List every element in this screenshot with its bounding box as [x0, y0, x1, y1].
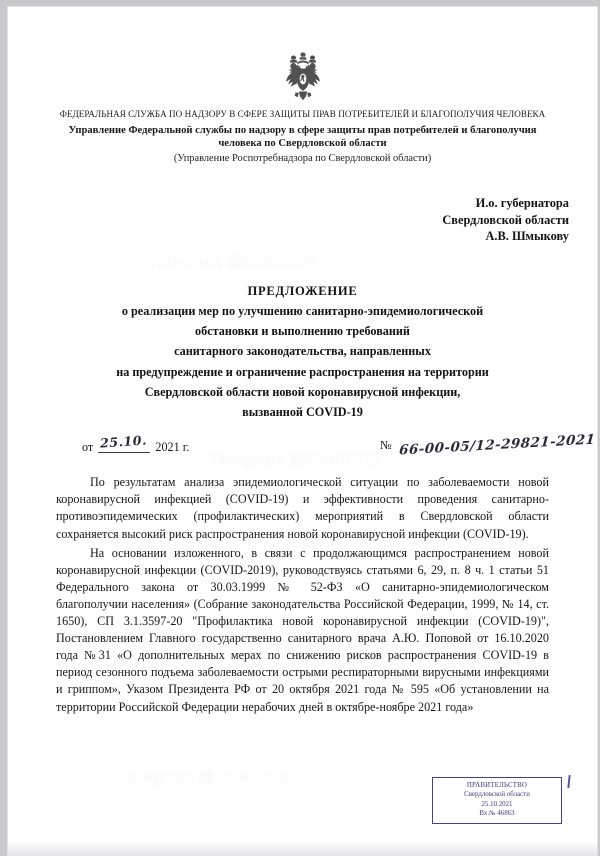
number-prefix: № [380, 438, 392, 453]
handwritten-date: 25.10. [99, 432, 148, 451]
document-body [56, 474, 549, 715]
document-date [82, 432, 190, 455]
page-title: ПРЕДЛОЖЕНИЕ [247, 284, 358, 299]
stamp-incoming-number: Вх.№ 46863 [479, 810, 515, 818]
pen-tick-mark [567, 775, 570, 788]
russian-coat-of-arms-icon [281, 51, 325, 105]
addressee-name: А.В. Шмыкову [485, 229, 569, 244]
document-number [380, 431, 596, 459]
watermark-top: Telegram @SvetEKB [146, 252, 317, 271]
document-content [8, 7, 597, 856]
subtitle-line-5: Свердловской области новой коронавирусной инфекции, [144, 384, 461, 399]
body-paragraph-1: По результатам анализа эпидемиологической ситуации по заболеваемости новой коронавирусной инфекцией (COVID-19) и эффективности проведения санитарно-противоэпидемических (профилактических) мероприятий в Свердловской области сохраняется высокий риск распространения новой коронавирусной инфекции (COVID-19). [56, 475, 549, 541]
subtitle-line-2: обстановки и выполнению требований [195, 324, 410, 339]
body-paragraph-2: На основании изложенного, в связи с продолжающимся распространением новой коронавирусной инфекции (COVID-2019), руководствуясь статьями 6, 29, п. 8 ч. 1 статьи 51 Федерального закона от 30.03.1999 № 52-ФЗ «О санитарно-эпидемиологическом благополучии населения» (Собрание законодательства Российской Федерации, 1999, № 14, ст. 1650), СП 3.1.3597-20 "Профилактика новой коронавирусной инфекции (COVID-19)", Постановлением Главного государственно санитарного врача А.Ю. Поповой от 16.10.2020 года №31 «О дополнительных мерах по снижению рисков распространения COVID-19 в период сезонного подъема заболеваемости острыми респираторными вирусными инфекциями и гриппом», Указом Президента РФ от 20 октября 2021 года № 595 «Об установлении на территории Российской Федерации нерабочих дней в октябре-ноябре 2021 года» [56, 545, 549, 714]
handwritten-registration-number: 66-00-05/12-29821-2021 [398, 431, 596, 459]
subtitle-line-6: вызванной COVID-19 [242, 405, 363, 420]
incoming-stamp [432, 777, 562, 824]
stamp-organization: ПРАВИТЕЛЬСТВО [466, 782, 528, 789]
stamp-date: 25.10.2021 [481, 800, 513, 808]
addressee-position: И.о. губернатора [475, 196, 569, 211]
date-prefix: от [82, 440, 94, 455]
date-and-number-row [8, 431, 597, 460]
watermark-bottom: Telegram @SvetEKB [118, 767, 289, 786]
addressee-region: Свердловской области [442, 212, 569, 227]
subtitle-line-1: о реализации мер по улучшению санитарно-эпидемиологической [121, 304, 484, 319]
subtitle-line-3: санитарного законодательства, направленных [174, 344, 431, 359]
stamp-region: Свердловской области [464, 791, 530, 799]
short-directorate-name: (Управление Роспотребнадзора по Свердловской области) [173, 152, 432, 164]
regional-directorate-name: Управление Федеральной службы по надзору в сфере защиты прав потребителей и благополучия человека по Свердловской области [68, 124, 537, 150]
title-block [8, 283, 597, 421]
emblem-container [8, 7, 597, 109]
date-year: 2021 г. [155, 440, 190, 455]
federal-service-name: ФЕДЕРАЛЬНАЯ СЛУЖБА ПО НАДЗОРУ В СФЕРЕ ЗАЩИТЫ ПРАВ ПОТРЕБИТЕЛЕЙ И БЛАГОПОЛУЧИЯ ЧЕЛОВЕКА [59, 109, 546, 119]
date-underline [98, 432, 150, 453]
watermark-middle: Telegram @SvetEKB [208, 450, 379, 469]
addressee-block [8, 195, 569, 245]
subtitle-line-4: на предупреждение и ограничение распространения на территории [116, 364, 489, 379]
document-page [8, 7, 597, 856]
